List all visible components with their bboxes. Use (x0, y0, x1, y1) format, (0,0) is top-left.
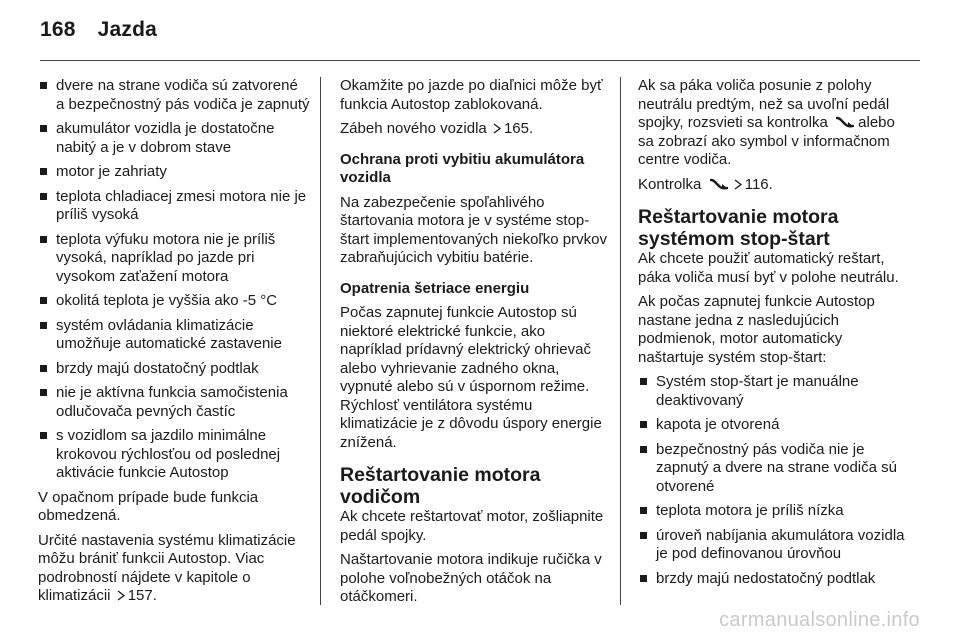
subheading-energy: Opatrenia šetriace energiu (340, 279, 530, 297)
column-divider-2 (620, 77, 621, 605)
stop-start-indicator-icon (710, 177, 728, 189)
page-number: 168 (40, 18, 76, 41)
paragraph-text: Zábeh nového vozidla (340, 120, 487, 137)
paragraph-text: Určité nastavenia systému klimatizácie môžu brániť funkcii Autostop. Viac podrobností nájdete v kapitole o klimatizácii (38, 531, 296, 604)
list-item: brzdy majú nedostatočný podtlak (638, 570, 906, 589)
arrow-ref-icon (117, 590, 125, 601)
page-header (40, 18, 157, 48)
paragraph-text: Ak sa páka voliča posunie z polohy neutrálu predtým, než sa uvoľní pedál spojky, rozsvieti sa kontrolka (638, 77, 890, 131)
paragraph: Na zabezpečenie spoľahlivého štartovania motora je v systéme stop-štart implementovaných niekoľko prvkov zabraňujúcich vybitiu batérie. (340, 193, 607, 266)
chapter-title: Jazda (97, 18, 158, 41)
list-item: kapota je otvorená (638, 416, 906, 435)
watermark: carmanualsonline.info (719, 609, 920, 631)
restart-conditions-list (638, 373, 906, 588)
paragraph (38, 532, 310, 606)
paragraph (638, 176, 906, 195)
paragraph (638, 77, 906, 170)
section-heading-auto-restart: Reštartovanie motora systémom stop-štart (638, 206, 839, 250)
paragraph (340, 120, 608, 139)
list-item: teplota výfuku motora nie je príliš vysoká, napríklad po jazde pri vysokom zaťažení motora (38, 231, 310, 287)
header-rule (40, 60, 920, 61)
list-item: systém ovládania klimatizácie umožňuje automatické zastavenie (38, 317, 310, 354)
paragraph: Naštartovanie motora indikuje ručička v polohe voľnobežných otáčok na otáčkomeri. (340, 551, 602, 605)
paragraph: Ak počas zapnutej funkcie Autostop nastane jedna z nasledujúcich podmienok, motor automaticky naštartuje systém stop-štart: (638, 293, 875, 366)
section-heading-driver-restart: Reštartovanie motora vodičom (340, 464, 541, 508)
list-item: bezpečnostný pás vodiča nie je zapnutý a dvere na strane vodiča sú otvorené (638, 441, 906, 497)
paragraph: Počas zapnutej funkcie Autostop sú niektoré elektrické funkcie, ako napríklad prídavný elektrický ohrievač alebo vyhrievanie zadného okna, vypnuté alebo sú v úspornom režime. Rýchlosť ventilátora systému klimatizácie je z dôvodu úspory energie znížená. (340, 304, 602, 451)
column-2 (340, 77, 608, 613)
arrow-ref-icon (734, 179, 742, 190)
list-item: okolitá teplota je vyššia ako -5 °C (38, 292, 310, 311)
list-item: teplota chladiacej zmesi motora nie je príliš vysoká (38, 188, 310, 225)
conditions-list (38, 77, 310, 483)
list-item: dvere na strane vodiča sú zatvorené a bezpečnostný pás vodiča je zapnutý (38, 77, 310, 114)
column-1 (38, 77, 310, 612)
stop-start-indicator-icon (836, 115, 854, 127)
paragraph-text: alebo sa zobrazí ako symbol v informačnom centre vodiča. (638, 114, 895, 168)
paragraph-text: Kontrolka (638, 175, 702, 193)
page-reference-link[interactable]: 157. (127, 587, 157, 604)
list-item: s vozidlom sa jazdilo minimálne krokovou rýchlosťou od poslednej aktivácie funkcie Autostop (38, 427, 310, 483)
column-divider-1 (320, 77, 321, 605)
list-item: akumulátor vozidla je dostatočne nabitý a je v dobrom stave (38, 120, 310, 157)
list-item: Systém stop-štart je manuálne deaktivovaný (638, 373, 906, 410)
page-reference-link[interactable]: 116. (744, 175, 773, 193)
page-reference-link[interactable]: 165. (503, 120, 534, 137)
list-item: motor je zahriaty (38, 163, 310, 182)
paragraph: V opačnom prípade bude funkcia obmedzená. (38, 488, 259, 524)
column-3 (638, 77, 906, 594)
subheading-battery: Ochrana proti vybitiu akumulátora vozidla (340, 150, 585, 186)
list-item: teplota motora je príliš nízka (638, 502, 906, 521)
list-item: nie je aktívna funkcia samočistenia odlučovača pevných častíc (38, 384, 310, 421)
paragraph: Ak chcete reštartovať motor, zošliapnite pedál spojky. (340, 508, 604, 544)
paragraph: Okamžite po jazde po diaľnici môže byť funkcia Autostop zablokovaná. (340, 77, 603, 113)
list-item: brzdy majú dostatočný podtlak (38, 360, 310, 379)
paragraph: Ak chcete použiť automatický reštart, páka voliča musí byť v polohe neutrálu. (638, 250, 899, 286)
list-item: úroveň nabíjania akumulátora vozidla je pod definovanou úrovňou (638, 527, 906, 564)
arrow-ref-icon (493, 123, 501, 134)
